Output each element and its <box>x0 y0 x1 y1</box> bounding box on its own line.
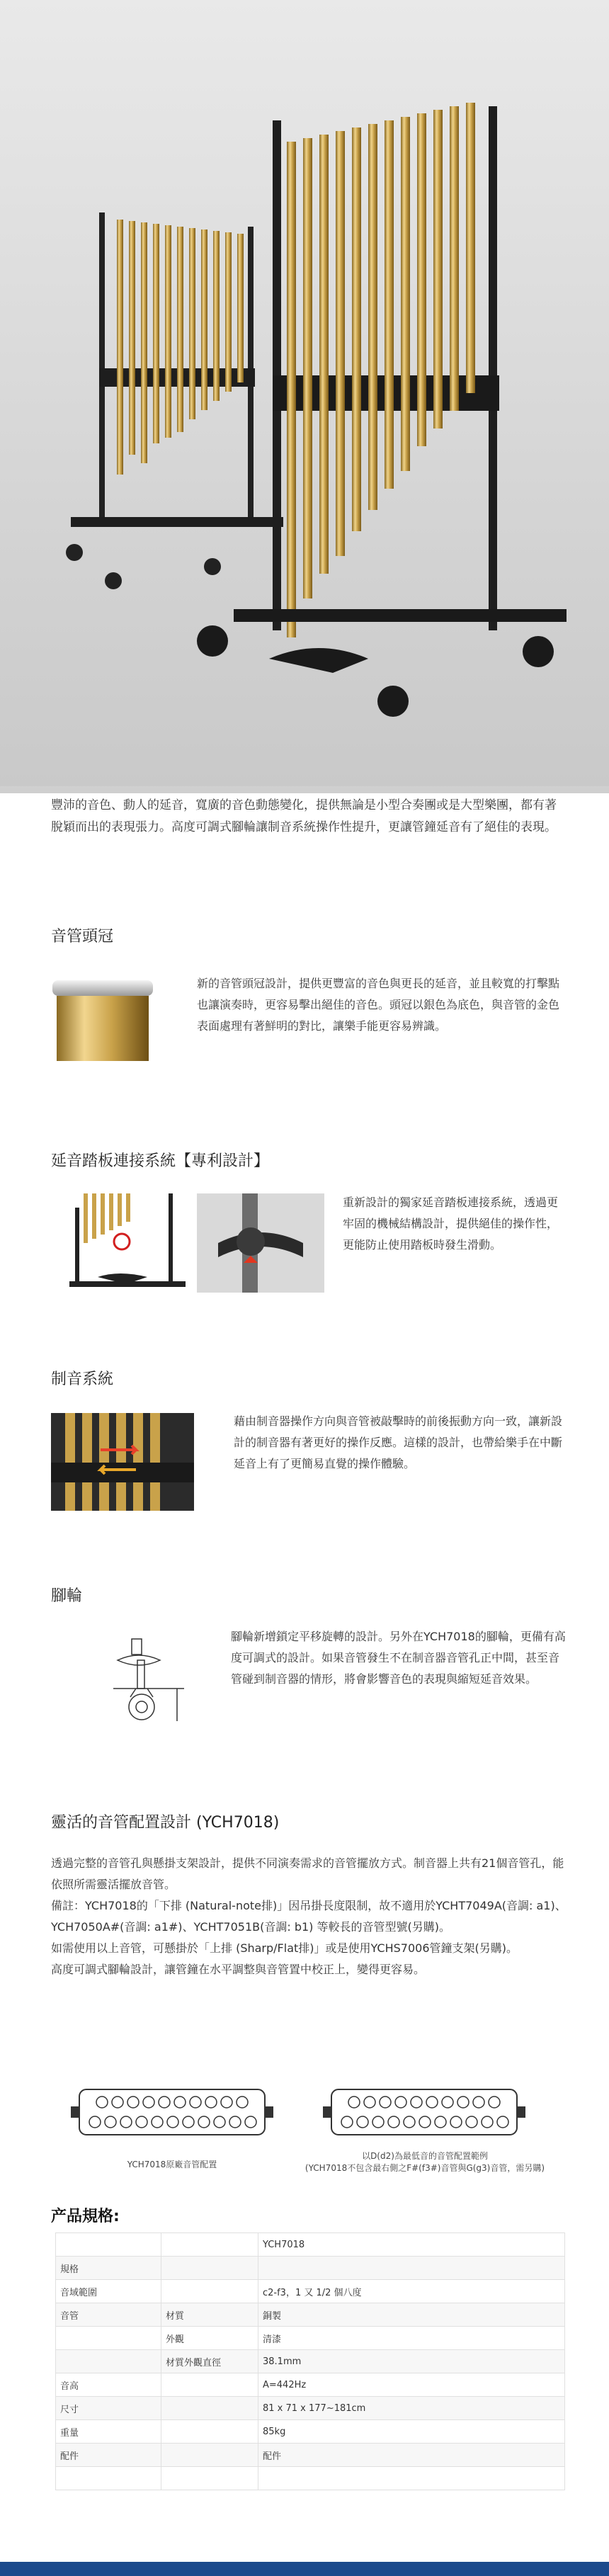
spec-cell: YCH7018 <box>258 2233 565 2257</box>
spec-cell: 重量 <box>56 2420 161 2444</box>
spec-row <box>56 2444 565 2467</box>
crown-image <box>51 976 154 1061</box>
spec-cell <box>56 2327 161 2350</box>
spec-row <box>56 2303 565 2327</box>
damper-text: 藉由制音器操作方向與音管被敲擊時的前後振動方向一致，讓新設計的制音器有著更好的操作反應。這樣的設計，也帶給樂手在中斷延音上有了更簡易直覺的操作體驗。 <box>234 1414 563 1470</box>
spec-cell <box>161 2233 258 2257</box>
spec-row <box>56 2257 565 2280</box>
spec-cell <box>161 2444 258 2467</box>
spec-cell <box>56 2233 161 2257</box>
spec-cell: 材質 <box>161 2303 258 2327</box>
spec-cell: 音高 <box>56 2373 161 2397</box>
spec-cell: 配件 <box>258 2444 565 2467</box>
spec-row <box>56 2373 565 2397</box>
caster-image <box>99 1629 198 1728</box>
spec-cell <box>56 2467 161 2490</box>
spec-cell <box>161 2397 258 2420</box>
spec-row <box>56 2467 565 2490</box>
spec-cell: 規格 <box>56 2257 161 2280</box>
spec-cell: 音域範圍 <box>56 2280 161 2303</box>
spec-cell <box>161 2420 258 2444</box>
spec-cell: 38.1mm <box>258 2350 565 2373</box>
spec-cell <box>161 2257 258 2280</box>
spec-cell: 音管 <box>56 2303 161 2327</box>
section-title-damper: 制音系統 <box>51 1371 114 1388</box>
spec-cell: 清漆 <box>258 2327 565 2350</box>
crown-text: 新的音管頭冠設計，提供更豐富的音色與更長的延音，並且較寬的打擊點也讓演奏時，更容易擊出絕佳的音色。頭冠以銀色為底色，與音管的金色表面處理有著鮮明的對比，讓樂手能更容易辨識。 <box>197 977 560 1033</box>
spec-cell: 材質外觀直徑 <box>161 2350 258 2373</box>
section-title-layout: 靈活的音管配置設計 (YCH7018) <box>51 1814 280 1832</box>
intro-text: 豐沛的音色、動人的延音，寬廣的音色動態變化，提供無論是小型合奏團或是大型樂團，都有著脫穎而出的表現張力。高度可調式腳輪讓制音系統操作性提升，更讓管鐘延音有了絕佳的表現。 <box>51 798 557 834</box>
spec-row <box>56 2420 565 2444</box>
spec-cell <box>161 2280 258 2303</box>
spec-cell <box>258 2467 565 2490</box>
section-title-casters: 腳輪 <box>51 1587 83 1605</box>
spec-row <box>56 2350 565 2373</box>
spec-cell: 配件 <box>56 2444 161 2467</box>
caption-left: YCH7018原廠音管配置 <box>127 2160 217 2169</box>
section-title-pedal: 延音踏板連接系統【專利設計】 <box>51 1152 270 1170</box>
spec-row <box>56 2327 565 2350</box>
caption-right-1: 以D(d2)為最低音的音管配置範例 <box>362 2151 488 2161</box>
spec-row <box>56 2397 565 2420</box>
spec-cell: c2-f3，1 又 1/2 個八度 <box>258 2280 565 2303</box>
spec-cell: 銅製 <box>258 2303 565 2327</box>
layout-diagram-right <box>323 2082 525 2142</box>
layout-text: 透過完整的音管孔與懸掛支架設計，提供不同演奏需求的音管擺放方式。制音器上共有21個音管孔，能依照所需靈活擺放音管。 備註：YCH7018的「下排 (Natural-note排)」因吊掛長度限制，故不適用於YCHT7049A(音調: a1)、YCH7050A#(音調: a1#)、YCHT7051B(音調: b1) 等較長的音管型號(另購)。 如需使用以上音管，可懸掛於「上排 (Sharp/Flat排)」或是使用YCHS7006管鐘支架(另購)。 高度可調式腳輪設計，讓管鐘在水平調整與音管置中校正上，變得更容易。 <box>51 1856 567 1976</box>
spec-cell: 外觀 <box>161 2327 258 2350</box>
spec-cell <box>161 2373 258 2397</box>
chimes-illustration <box>0 0 609 786</box>
spec-cell: A=442Hz <box>258 2373 565 2397</box>
spec-table <box>55 2232 565 2490</box>
pedal-text: 重新設計的獨家延音踏板連接系統，透過更牢固的機械結構設計，提供絕佳的操作性，更能防止使用踏板時發生滑動。 <box>343 1196 559 1252</box>
pedal-image-full <box>69 1193 186 1293</box>
spec-row <box>56 2280 565 2303</box>
spec-title: 产品規格: <box>51 2208 120 2225</box>
layout-diagram-left <box>71 2082 273 2142</box>
damper-image <box>51 1413 194 1511</box>
spec-cell: 85kg <box>258 2420 565 2444</box>
spec-cell: 81 x 71 x 177~181cm <box>258 2397 565 2420</box>
spec-cell <box>258 2257 565 2280</box>
pedal-image-detail <box>197 1193 324 1293</box>
hero-image <box>0 0 609 793</box>
spec-cell <box>161 2467 258 2490</box>
spec-row <box>56 2233 565 2257</box>
casters-text: 腳輪新增鎖定平移旋轉的設計。另外在YCH7018的腳輪，更備有高度可調式的設計。如果音管發生不在制音器音管孔正中間，甚至音管碰到制音器的情形，將會影響音色的表現與縮短延音效果。 <box>231 1630 566 1686</box>
spec-cell <box>56 2350 161 2373</box>
bottom-band <box>0 2562 609 2576</box>
caption-right-2: (YCH7018不包含最右側之F#(f3#)音管與G(g3)音管，需另購) <box>304 2163 545 2173</box>
spec-cell: 尺寸 <box>56 2397 161 2420</box>
section-title-crown: 音管頭冠 <box>51 928 114 946</box>
